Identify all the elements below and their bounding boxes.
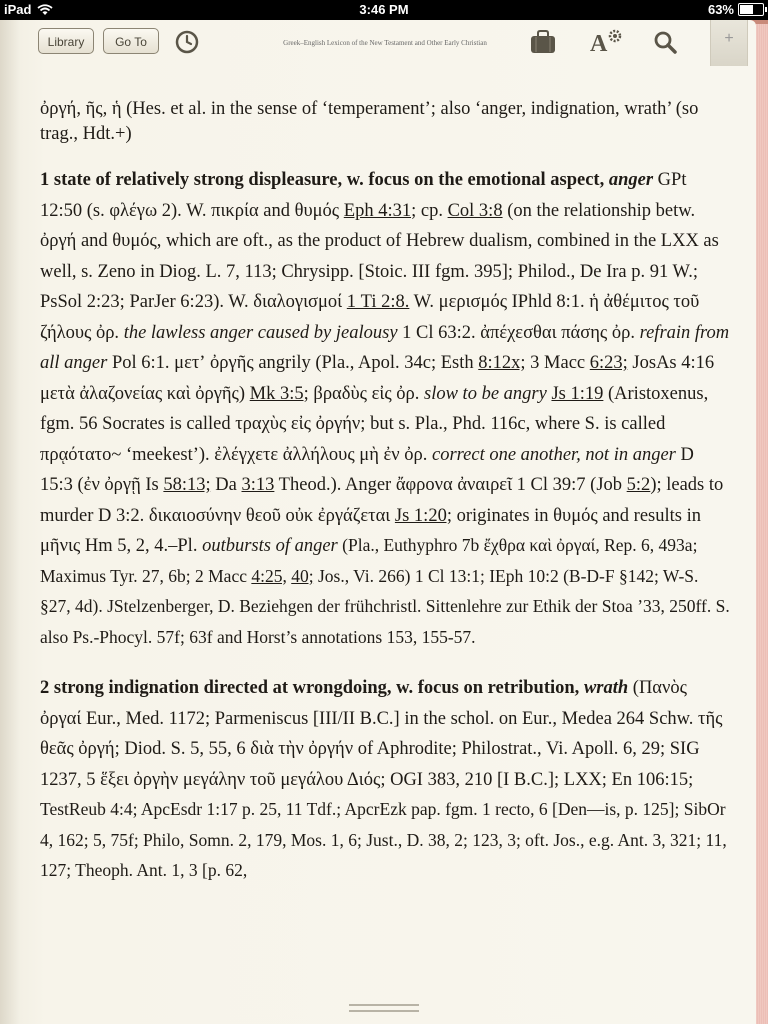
entry-text-small: (Pla., Euthyphro 7b ἔχθρα καὶ ὀργαί, Rep. 6, 493a; Maximus Tyr. 27, 6b; 2 Macc — [40, 535, 698, 586]
scripture-link[interactable]: 40; — [291, 565, 314, 586]
page[interactable] — [0, 20, 756, 1024]
bookmark-button[interactable] — [710, 20, 748, 66]
scripture-link[interactable]: 58:13; — [163, 475, 211, 495]
sense-number: 2 — [40, 678, 50, 698]
entry-text-small: TestReub 4:4; ApcEsdr 1:17 p. 25, 11 Tdf.; ApcrEzk pap. fgm. 1 recto, 6 [Den—is, p. 125]; SibOr 4, 162; 5, 75f; Philo, Somn. 2, 179, Mos. 1, 6; Just., D. 38, 2; 123, 3; oft. Jos., e.g. Ant. 3, 321; 11, 127; Theoph. Ant. 1, 3 [p. 62, — [40, 799, 727, 880]
scripture-link[interactable]: Js 1:19 — [551, 383, 604, 404]
italic-gloss: slow to be angry — [424, 383, 547, 404]
italic-gloss: correct one another, not in anger — [431, 444, 676, 465]
scripture-link[interactable]: 8:12x; — [478, 353, 526, 373]
entry-text: Theod.). Anger ἄφρονα ἀναιρεῖ 1 Cl 39:7 (Job — [274, 475, 627, 495]
status-right — [708, 2, 764, 17]
library-button[interactable]: Library — [38, 28, 94, 54]
entry-text: (Aristoxenus, fgm. 56 Socrates is called τραχὺς εἰς ὀργήν; but s. Pla., Phd. 116c, where S. is called πρᾳότατο~ ‘meekest’). ἐλέγχετε ἀλλήλους μὴ ἐν ὀρ. — [40, 383, 709, 465]
device-label: iPad — [4, 2, 32, 17]
lexicon-entry — [40, 97, 730, 907]
entry-text: (on the relationship betw. ὀργή and θυμός, which are oft., as the product of Hebrew dualism, combined in the LXX as well, s. Zeno in Diog. L. 7, 113; Chrysipp. [Stoic. III fgm. 395]; Philod., De Ira p. 91 W.; PsSol 2:23; ParJer 6:23). W. διαλογισμοί — [40, 200, 719, 312]
entry-text: W. μερισμός IPhld 8:1. ἡ ἀθέμιτος τοῦ ζήλους ὀρ. — [40, 292, 700, 343]
book-title: Greek–English Lexicon of the New Testament and Other Early Christian — [283, 39, 487, 47]
entry-text: JosAs 4:16 μετὰ ἀλαζονείας καὶ ὀργῆς) — [40, 353, 715, 404]
book-view — [0, 20, 768, 1024]
add-bookmark-label: + — [724, 30, 734, 47]
sense-definition: strong indignation directed at wrongdoing, w. focus on retribution, — [53, 678, 580, 698]
scripture-link[interactable]: Eph 4:31; — [343, 200, 417, 221]
clock-icon[interactable] — [175, 30, 199, 54]
entry-text-small: Jos., Vi. 266) 1 Cl 13:1; IEph 10:2 (B-D-F §142; W-S. §27, 4d). JStelzenberger, D. Beziehgen der frühchristl. Sittenlehre zur Ethik der Stoa ’33, 250ff. S. also Ps.-Phocyl. 57f; 63f and Horst’s annotations 153, 155-57. — [40, 565, 730, 647]
scripture-link[interactable]: Js 1:20; — [394, 505, 452, 526]
entry-text: D 15:3 (ἐν ὀργῇ Is — [40, 444, 694, 495]
entry-text: ); leads to murder D 3:2. δικαιοσύνην θεοῦ οὐκ ἐργάζεται — [40, 475, 724, 526]
sense-definition: state of relatively strong displeasure, w. focus on the emotional aspect, — [53, 170, 605, 190]
scripture-link[interactable]: 4:25, — [251, 565, 287, 586]
entry-text: Pol 6:1. μετʼ ὀργῆς angrily (Pla., Apol. 34c; Esth — [107, 353, 479, 373]
sense-number: 1 — [40, 170, 50, 190]
scripture-link[interactable]: Col 3:8 — [447, 200, 503, 221]
entry-text: βραδὺς εἰς ὀρ. — [308, 383, 424, 404]
entry-text: (Πανὸς ὀργαί Eur., Med. 1172; Parmeniscus [III/II B.C.] in the schol. on Eur., Medea 264 Schw. τῆς θεᾶς ὀργή; Diod. S. 5, 55, 6 διὰ τὴν ὀργήν of Aphrodite; Philostrat., Vi. Apoll. 6, 29; SIG 1237, 5 ἕξει ὀργὴν μεγάλην τοῦ μεγάλου Διός; OGI 383, 210 [I B.C.]; LXX; En 106:15; — [40, 678, 723, 790]
italic-gloss: refrain from all anger — [40, 322, 730, 373]
italic-gloss: outbursts of anger — [202, 536, 338, 556]
battery-icon — [738, 3, 764, 16]
entry-text: GPt 12:50 (s. φλέγω 2). W. πικρία and θυμός — [40, 170, 687, 221]
page-edges — [754, 24, 768, 1024]
scripture-link[interactable]: 6:23; — [589, 353, 628, 373]
sense-2 — [40, 673, 730, 887]
entry-text: 3 Macc — [525, 353, 590, 373]
scripture-link[interactable]: 1 Ti 2:8. — [346, 292, 410, 312]
headword: ὀργή, ῆς, ἡ (Hes. et al. in the sense of ‘temperament’; also ‘anger, indignation, wrath’ (so trag., Hdt.+) — [40, 99, 699, 144]
bag-icon[interactable] — [530, 30, 556, 54]
scripture-link[interactable]: 5:2 — [626, 475, 651, 495]
entry-text: 1 Cl 63:2. ἀπέχεσθαι πάσης ὀρ. — [397, 322, 640, 343]
search-icon[interactable] — [653, 30, 677, 54]
entry-text: cp. — [416, 200, 448, 221]
status-bar — [0, 0, 768, 20]
entry-text: Da — [210, 475, 242, 495]
clock: 3:46 PM — [359, 2, 409, 17]
goto-button[interactable]: Go To — [103, 28, 159, 54]
svg-text:A: A — [590, 31, 608, 54]
italic-gloss: the lawless anger caused by jealousy — [123, 322, 398, 343]
font-settings-icon[interactable] — [590, 28, 622, 54]
sense-gloss: wrath — [583, 678, 629, 698]
scripture-link[interactable]: 3:13 — [241, 475, 275, 495]
sense-gloss: anger — [608, 170, 654, 190]
drag-handle[interactable] — [349, 1004, 419, 1012]
scripture-link[interactable]: Mk 3:5; — [249, 383, 309, 404]
entry-text: originates in θυμός and results in μῆνις Hm 5, 2, 4.–Pl. — [40, 505, 701, 556]
sense-1 — [40, 165, 730, 653]
reader-toolbar — [0, 20, 756, 70]
battery-percent: 63% — [707, 2, 734, 17]
